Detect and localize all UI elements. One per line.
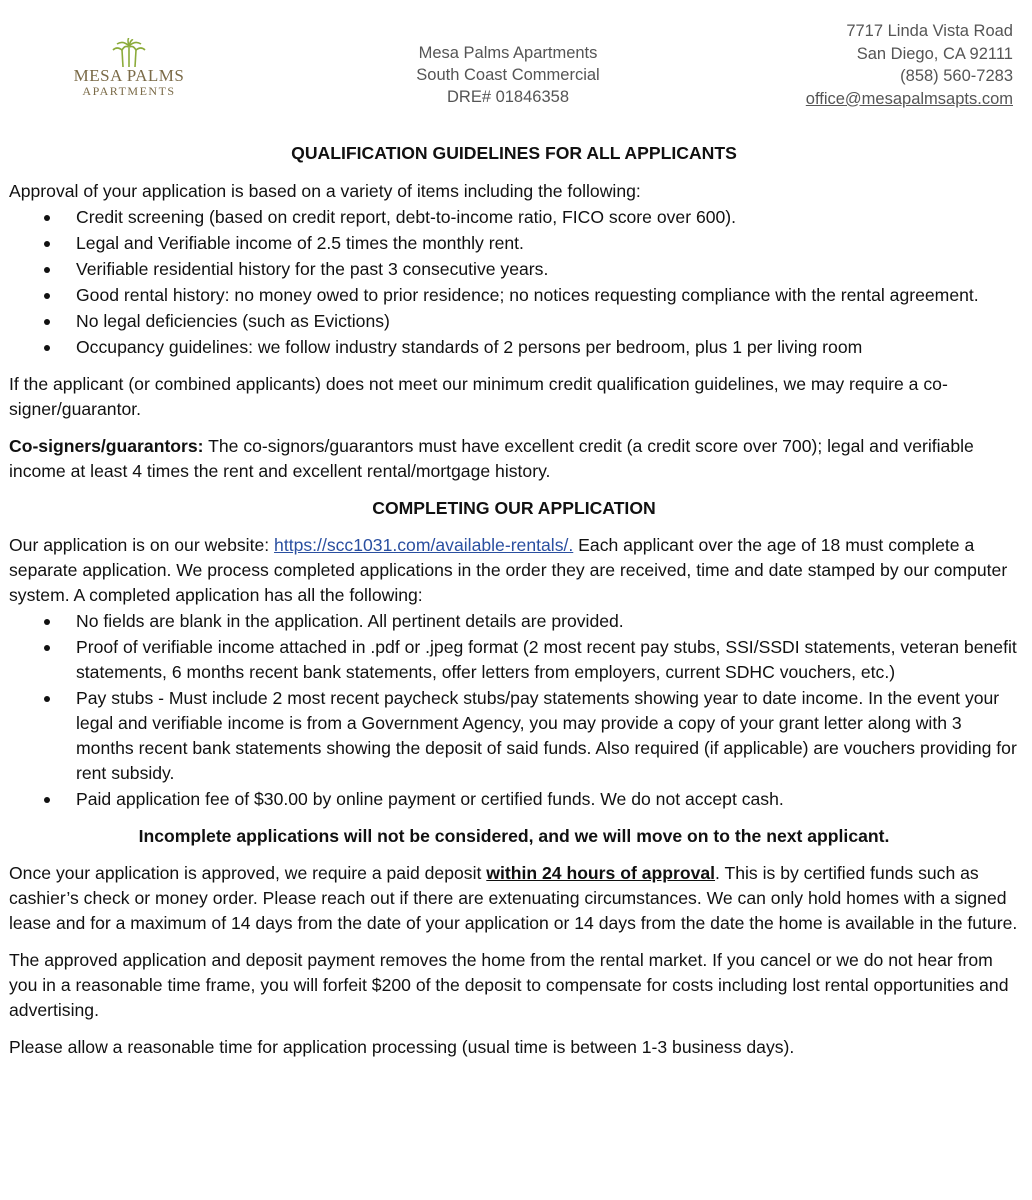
list-item: Proof of verifiable income attached in .pdf or .jpeg format (2 most recent pay stubs, SSI/SSDI statements, veteran benefit statements, 6 months recent bank statements, offer letters from employers, current SDHC vouchers, etc.) — [9, 635, 1019, 685]
list-item: Occupancy guidelines: we follow industry standards of 2 persons per bedroom, plus 1 per living room — [9, 335, 1019, 360]
list-item: Pay stubs - Must include 2 most recent paycheck stubs/pay statements showing year to date income. In the event your legal and verifiable income is from a Government Agency, you may provide a copy of your grant letter along with 3 months recent bank statements showing the deposit of said funds. Also required (if applicable) are vouchers providing for rent subsidy. — [9, 686, 1019, 786]
bullet-icon — [44, 797, 50, 803]
processing-paragraph: Please allow a reasonable time for application processing (usual time is between 1-3 business days). — [9, 1037, 795, 1057]
deposit-paragraph: Once your application is approved, we require a paid deposit within 24 hours of approval. This is by certified funds such as cashier’s check or money order. Please reach out if there are extenuating circumstances. We can only hold homes with a signed lease and for a maximum of 14 days from the date of your application or 14 days from the date the home is available in the future. — [9, 863, 1018, 933]
list-item: Legal and Verifiable income of 2.5 times the monthly rent. — [9, 231, 1019, 256]
bullet-icon — [44, 645, 50, 651]
incomplete-warning: Incomplete applications will not be considered, and we will move on to the next applicant. — [138, 826, 890, 846]
application-requirements-list — [9, 609, 1019, 812]
contact-info — [806, 20, 1013, 110]
qualification-list — [9, 205, 1019, 360]
bullet-icon — [44, 215, 50, 221]
bullet-icon — [44, 619, 50, 625]
cosigner-label: Co-signers/guarantors: — [9, 436, 204, 456]
company-logo — [70, 38, 188, 100]
website-link[interactable]: https://scc1031.com/available-rentals/. — [274, 535, 574, 555]
palm-tree-icon — [110, 38, 148, 68]
contact-city: San Diego, CA 92111 — [856, 44, 1013, 63]
bullet-icon — [44, 319, 50, 325]
application-heading: COMPLETING OUR APPLICATION — [372, 498, 656, 518]
forfeit-paragraph: The approved application and deposit payment removes the home from the rental market. If you cancel or we do not hear from you in a reasonable time frame, you will forfeit $200 of the deposit to compensate for costs including lost rental opportunities and advertising. — [9, 950, 1009, 1020]
bullet-icon — [44, 267, 50, 273]
application-intro: Our application is on our website: https://scc1031.com/available-rentals/. Each applicant over the age of 18 must complete a separate application. We process completed applications in the order they are received, time and date stamped by our computer system. A completed application has all the following: — [9, 535, 1008, 605]
list-item: Paid application fee of $30.00 by online payment or certified funds. We do not accept cash. — [9, 787, 1019, 812]
contact-street: 7717 Linda Vista Road — [846, 22, 1013, 40]
list-item: Good rental history: no money owed to prior residence; no notices requesting compliance with the rental agreement. — [9, 283, 1019, 308]
document-body — [9, 141, 1019, 1060]
list-item: Verifiable residential history for the past 3 consecutive years. — [9, 257, 1019, 282]
logo-text-secondary: APARTMENTS — [82, 84, 176, 98]
cosigner-paragraph: Co-signers/guarantors: The co-signors/guarantors must have excellent credit (a credit score over 700); legal and verifiable income at least 4 times the rent and excellent rental/mortgage history. — [9, 436, 974, 481]
list-item: No legal deficiencies (such as Evictions) — [9, 309, 1019, 334]
qualification-heading: QUALIFICATION GUIDELINES FOR ALL APPLICANTS — [291, 143, 737, 163]
bullet-icon — [44, 696, 50, 702]
company-license: DRE# 01846358 — [446, 88, 569, 106]
cosigner-requirement: If the applicant (or combined applicants) does not meet our minimum credit qualification guidelines, we may require a co-signer/guarantor. — [9, 374, 948, 419]
bullet-icon — [44, 345, 50, 351]
company-info — [350, 42, 666, 108]
company-firm: South Coast Commercial — [416, 66, 600, 84]
deposit-deadline: within 24 hours of approval — [486, 863, 716, 883]
company-name: Mesa Palms Apartments — [418, 44, 598, 62]
contact-email-link[interactable]: office@mesapalmsapts.com — [805, 89, 1013, 108]
list-item: Credit screening (based on credit report, debt-to-income ratio, FICO score over 600). — [9, 205, 1019, 230]
logo-text-primary: MESA PALMS — [73, 66, 185, 85]
bullet-icon — [44, 293, 50, 299]
list-item: No fields are blank in the application. All pertinent details are provided. — [9, 609, 1019, 634]
qualification-intro: Approval of your application is based on a variety of items including the following: — [9, 181, 641, 201]
bullet-icon — [44, 241, 50, 247]
contact-phone: (858) 560-7283 — [900, 67, 1013, 85]
